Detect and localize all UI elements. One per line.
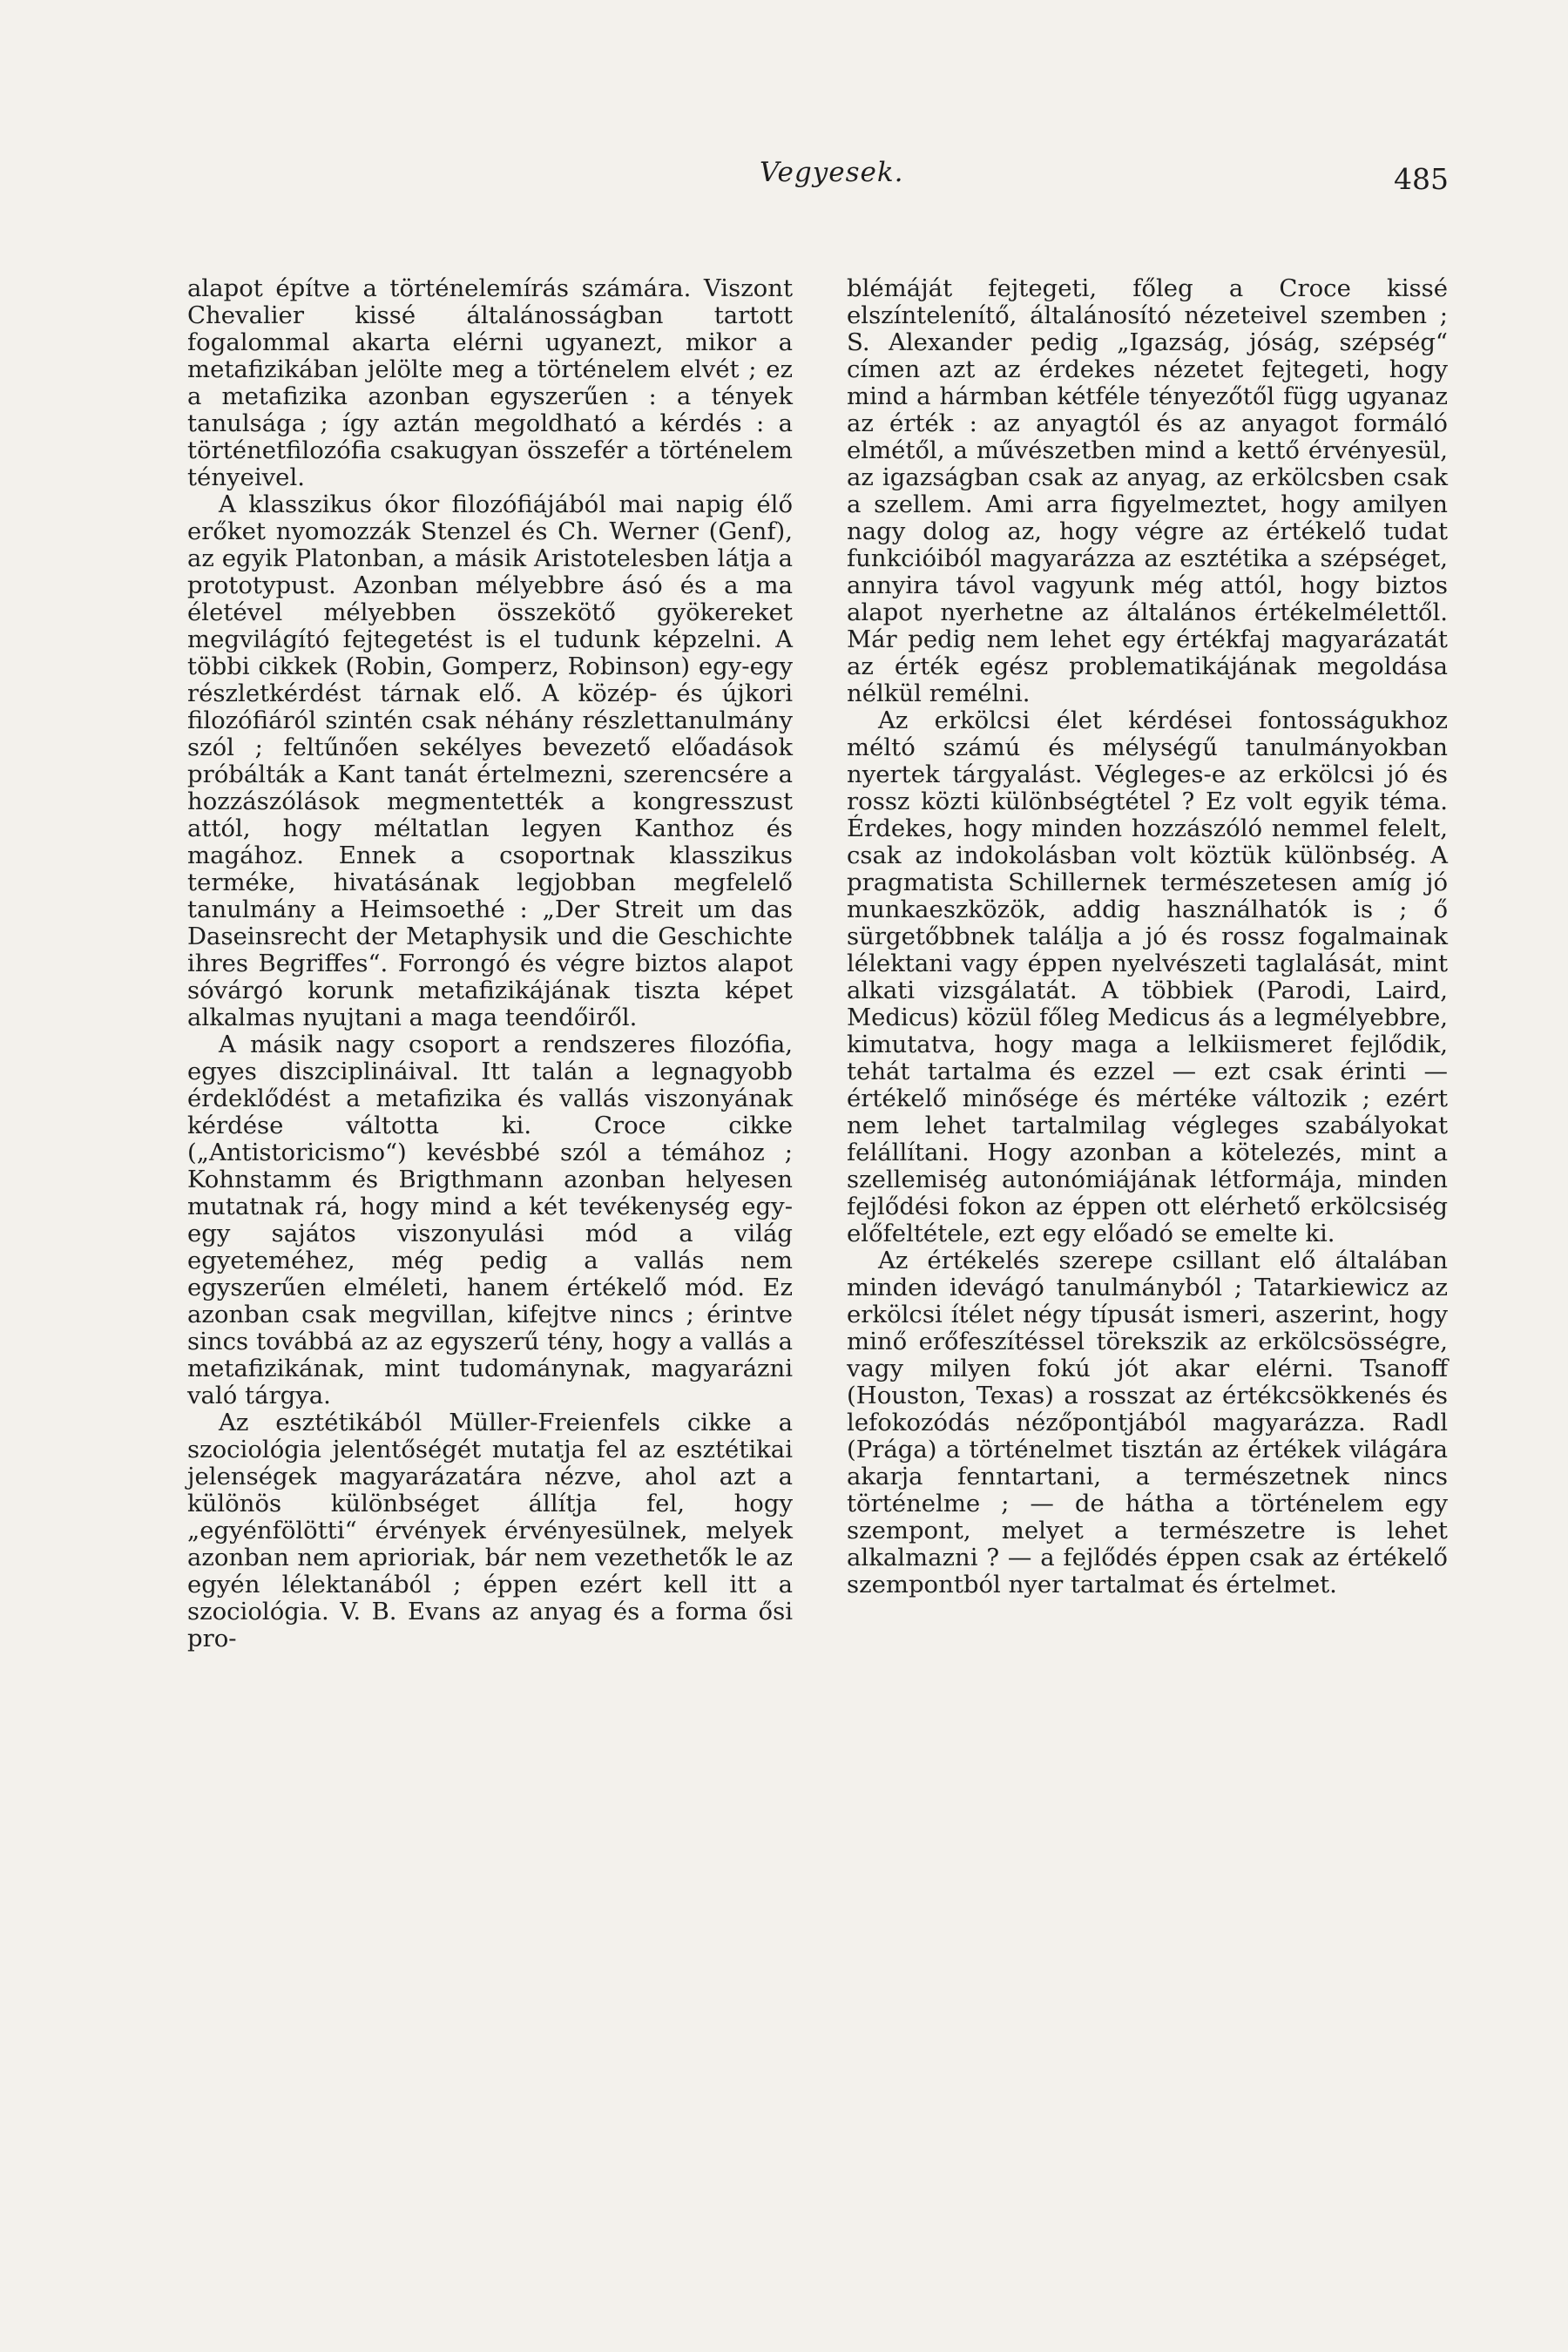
right-text-column (847, 275, 1448, 1598)
paragraph: Az erkölcsi élet kérdései fontosságukhoz méltó számú és mélységű tanulmányokban nyertek tárgyalást. Végleges-e az erkölcsi jó és rossz közti különbségtétel ? Ez volt egyik téma. Érdekes, hogy minden hozzászóló nemmel felelt, csak az indokolásban volt köztük különbség. A pragmatista Schillernek természetesen amíg jó munkaeszközök, addig használhatók is ; ő sürgetőbbnek találja a jó és rossz fogalmainak lélektani vagy éppen nyelvészeti taglalását, mint alkati vizsgálatát. A többiek (Parodi, Laird, Medicus) közül főleg Medicus ás a legmélyebbre, kimutatva, hogy maga a lelkiismeret fejlődik, tehát tartalma és ezzel — ezt csak érinti — értékelő minősége és mértéke változik ; ezért nem lehet tartalmilag végleges szabályokat felállítani. Hogy azonban a kötelezés, mint a szellemiség autonómiájának létformája, minden fejlődési fokon az éppen ott elérhető erkölcsiség előfeltétele, ezt egy előadó se emelte ki. (847, 706, 1448, 1247)
paragraph: Az esztétikából Müller-Freienfels cikke a szociológia jelentőségét mutatja fel az esztétikai jelenségek magyarázatára nézve, ahol azt a különös különbséget állítja fel, hogy „egyénfölötti“ érvények érvényesülnek, melyek azonban nem aprioriak, bár nem vezethetők le az egyén lélektanából ; éppen ezért kell itt a szociológia. V. B. Evans az anyag és a forma ősi pro- (187, 1409, 793, 1652)
paragraph: alapot építve a történelemírás számára. Viszont Chevalier kissé általánosságban tartott fogalommal akarta elérni ugyanezt, mikor a metafizikában jelölte meg a történelem elvét ; ez a metafizika azonban egyszerűen : a tények tanulsága ; így aztán megoldható a kérdés : a történetfilozófia csakugyan összefér a történelem tényeivel. (187, 274, 793, 491)
paragraph: A klasszikus ókor filozófiájából mai napig élő erőket nyomozzák Stenzel és Ch. Werner (Genf), az egyik Platonban, a másik Aristotelesben látja a prototypust. Azonban mélyebbre ásó és a ma életével mélyebben összekötő gyökereket megvilágító fejtegetést is el tudunk képzelni. A többi cikkek (Robin, Gomperz, Robinson) egy-egy részletkérdést tárnak elő. A közép- és újkori filozófiáról szintén csak néhány részlettanulmány szól ; feltűnően sekélyes bevezető előadások próbálták a Kant tanát értelmezni, szerencsére a hozzászólások megmentették a kongresszust attól, hogy méltatlan legyen Kanthoz és magához. Ennek a csoportnak klasszikus terméke, hivatásának legjobban megfelelő tanulmány a Heimsoethé : „Der Streit um das Daseinsrecht der Metaphysik und die Geschichte ihres Begriffes“. Forrongó és végre biztos alapot sóvárgó korunk metafizikájának tiszta képet alkalmas nyujtani a maga teendőiről. (187, 490, 793, 1031)
page-number: 485 (1394, 162, 1449, 196)
paragraph: blémáját fejtegeti, főleg a Croce kissé elszíntelenítő, általánosító nézeteivel szemben ; S. Alexander pedig „Igazság, jóság, szépség“ címen azt az érdekes nézetet fejtegeti, hogy mind a hármban kétféle tényezőtől függ ugyanaz az érték : az anyagtól és az anyagot formáló elmétől, a művészetben mind a kettő érvényesül, az igazságban csak az anyag, az erkölcsben csak a szellem. Ami arra figyelmeztet, hogy amilyen nagy dolog az, hogy végre az értékelő tudat funkcióiból magyarázza az esztétika a szépséget, annyira távol vagyunk még attól, hogy biztos alapot nyerhetne az általános értékelmélettől. Már pedig nem lehet egy értékfaj magyarázatát az érték egész problematikájának megoldása nélkül remélni. (847, 274, 1448, 707)
paragraph: Az értékelés szerepe csillant elő általában minden idevágó tanulmányból ; Tatarkiewicz az erkölcsi ítélet négy típusát ismeri, aszerint, hogy minő erőfeszítéssel törekszik az erkölcsösségre, vagy milyen fokú jót akar elérni. Tsanoff (Houston, Texas) a rosszat az értékcsökkenés és lefokozódás nézőpontjából magyarázza. Radl (Prága) a történelmet tisztán az értékek világára akarja fenntartani, a természetnek nincs történelme ; — de hátha a történelem egy szempont, melyet a természetre is lehet alkalmazni ? — a fejlődés éppen csak az értékelő szempontból nyer tartalmat és értelmet. (847, 1247, 1448, 1598)
left-text-column (187, 275, 793, 1652)
running-head-title: Vegyesek. (760, 157, 904, 188)
paragraph: A másik nagy csoport a rendszeres filozófia, egyes diszciplináival. Itt talán a legnagyobb érdeklődést a metafizika és vallás viszonyának kérdése váltotta ki. Croce cikke („Antistoricismo“) kevésbbé szól a témához ; Kohnstamm és Brigthmann azonban helyesen mutatnak rá, hogy mind a két tevékenység egy-egy sajátos viszonyulási mód a világ egyeteméhez, még pedig a vallás nem egyszerűen elméleti, hanem értékelő mód. Ez azonban csak megvillan, kifejtve nincs ; érintve sincs továbbá az az egyszerű tény, hogy a vallás a metafizikának, mint tudománynak, magyarázni való tárgya. (187, 1031, 793, 1409)
